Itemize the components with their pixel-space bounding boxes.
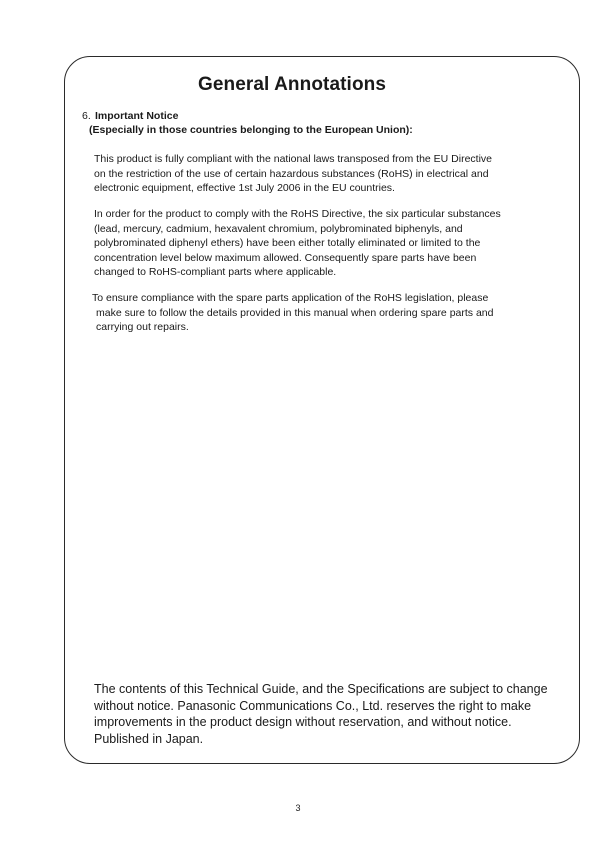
text-line: (lead, mercury, cadmium, hexavalent chromium, polybrominated biphenyls, and	[94, 222, 463, 235]
text-line: on the restriction of the use of certain hazardous substances (RoHS) in electrical and	[94, 167, 489, 180]
notice-number: 6.	[82, 110, 91, 122]
text-line: Published in Japan.	[94, 731, 204, 746]
text-line: without notice. Panasonic Communications Co., Ltd. reserves the right to make	[94, 698, 532, 713]
text-line: improvements in the product design without reservation, and without notice.	[94, 715, 512, 729]
rohs-compliance-paragraph	[94, 152, 534, 196]
text-line: make sure to follow the details provided in this manual when ordering spare parts and	[96, 306, 494, 319]
text-line: concentration level below maximum allowed. Consequently spare parts have been	[94, 251, 477, 264]
text-line: In order for the product to comply with the RoHS Directive, the six particular substances	[94, 208, 501, 220]
text-line: This product is fully compliant with the national laws transposed from the EU Directive	[94, 153, 493, 165]
text-line: electronic equipment, effective 1st July 2006 in the EU countries.	[94, 182, 395, 194]
spare-parts-paragraph	[84, 291, 536, 335]
text-line: changed to RoHS-compliant parts where applicable.	[94, 266, 337, 278]
text-line: The contents of this Technical Guide, and the Specifications are subject to change	[94, 682, 548, 696]
notice-subheading: (Especially in those countries belonging to the European Union):	[89, 124, 413, 136]
text-line: polybrominated diphenyl ethers) have been either totally eliminated or limited to the	[94, 237, 481, 249]
notice-heading: Important Notice	[95, 110, 179, 122]
text-line: To ensure compliance with the spare parts application of the RoHS legislation, please	[92, 292, 489, 304]
rohs-substances-paragraph	[94, 207, 534, 280]
page-number: 3	[295, 803, 301, 813]
text-line: carrying out repairs.	[96, 321, 189, 333]
page-title: General Annotations	[197, 74, 387, 95]
technical-guide-disclaimer	[94, 681, 548, 747]
